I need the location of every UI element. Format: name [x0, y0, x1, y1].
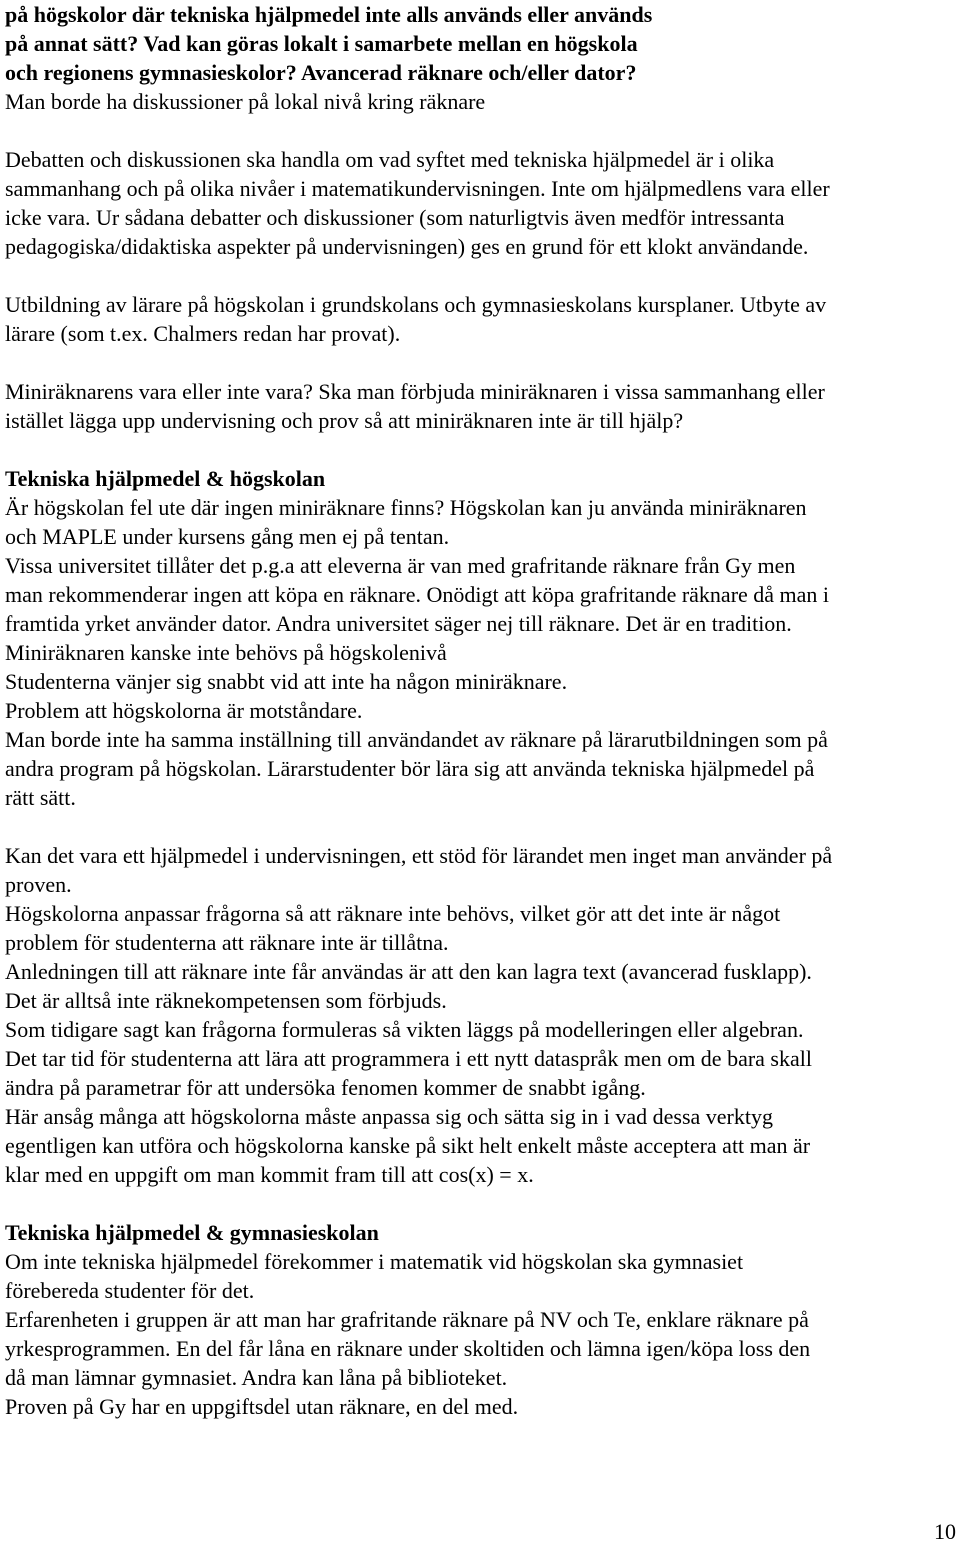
section-line: Vissa universitet tillåter det p.g.a att eleverna är van med grafritande räknare från Gy men: [5, 553, 796, 578]
paragraph-5: [5, 841, 955, 1189]
paragraph-line: Miniräknarens vara eller inte vara? Ska man förbjuda miniräknaren i vissa sammanhang eller: [5, 379, 825, 404]
section-line: Man borde inte ha samma inställning till användandet av räknare på lärarutbildningen som på: [5, 727, 828, 752]
section-line: då man lämnar gymnasiet. Andra kan låna på biblioteket.: [5, 1365, 508, 1390]
section-line: yrkesprogrammen. En del får låna en räknare under skoltiden och lämna igen/köpa loss den: [5, 1336, 811, 1361]
top-heading-line: på högskolor där tekniska hjälpmedel inte alls används eller används: [5, 2, 653, 27]
section-heading: Tekniska hjälpmedel & högskolan: [5, 466, 326, 491]
section-line: Proven på Gy har en uppgiftsdel utan räknare, en del med.: [5, 1394, 519, 1419]
paragraph-line: egentligen kan utföra och högskolorna kanske på sikt helt enkelt måste acceptera att man är: [5, 1133, 811, 1158]
section-line: Studenterna vänjer sig snabbt vid att inte ha någon miniräknare.: [5, 669, 568, 694]
top-heading-line: på annat sätt? Vad kan göras lokalt i samarbete mellan en högskola: [5, 31, 638, 56]
paragraph-line: Anledningen till att räknare inte får användas är att den kan lagra text (avancerad fusklapp).: [5, 959, 812, 984]
section-line: Om inte tekniska hjälpmedel förekommer i matematik vid högskolan ska gymnasiet: [5, 1249, 744, 1274]
paragraph-line: Kan det vara ett hjälpmedel i undervisningen, ett stöd för lärandet men inget man använder på: [5, 843, 833, 868]
paragraph-line: klar med en uppgift om man kommit fram till att cos(x) = x.: [5, 1162, 534, 1187]
paragraph-line: ändra på parametrar för att undersöka fenomen kommer de snabbt igång.: [5, 1075, 646, 1100]
paragraph-line: Man borde ha diskussioner på lokal nivå kring räknare: [5, 89, 486, 114]
paragraph-line: Som tidigare sagt kan frågorna formuleras så vikten läggs på modelleringen eller algebran.: [5, 1017, 804, 1042]
section-line: förebereda studenter för det.: [5, 1278, 255, 1303]
section-line: Är högskolan fel ute där ingen miniräknare finns? Högskolan kan ju använda miniräknaren: [5, 495, 807, 520]
paragraph-line: Det tar tid för studenterna att lära att programmera i ett nytt dataspråk men om de bara skall: [5, 1046, 812, 1071]
section-line: andra program på högskolan. Lärarstudenter bör lära sig att använda tekniska hjälpmedel på: [5, 756, 815, 781]
section-gymnasieskolan: [5, 1218, 955, 1421]
section-line: Problem att högskolorna är motståndare.: [5, 698, 363, 723]
section-line: man rekommenderar ingen att köpa en räknare. Onödigt att köpa grafritande räknare då man i: [5, 582, 830, 607]
top-heading: [5, 0, 955, 87]
paragraph-4: [5, 377, 955, 435]
paragraph-line: pedagogiska/didaktiska aspekter på undervisningen) ges en grund för ett klokt användande.: [5, 234, 809, 259]
paragraph-line: Debatten och diskussionen ska handla om vad syftet med tekniska hjälpmedel är i olika: [5, 147, 775, 172]
paragraph-line: lärare (som t.ex. Chalmers redan har provat).: [5, 321, 401, 346]
paragraph-3: [5, 290, 955, 348]
top-heading-line: och regionens gymnasieskolor? Avancerad räknare och/eller dator?: [5, 60, 637, 85]
section-line: Miniräknaren kanske inte behövs på högskolenivå: [5, 640, 447, 665]
paragraph-line: Det är alltså inte räknekompetensen som förbjuds.: [5, 988, 447, 1013]
section-line: och MAPLE under kursens gång men ej på tentan.: [5, 524, 450, 549]
document-page: [5, 0, 955, 1421]
paragraph-line: proven.: [5, 872, 72, 897]
page-number: 10: [934, 1519, 956, 1544]
paragraph-line: Här ansåg många att högskolorna måste anpassa sig och sätta sig in i vad dessa verktyg: [5, 1104, 773, 1129]
paragraph-line: sammanhang och på olika nivåer i matematikundervisningen. Inte om hjälpmedlens vara eller: [5, 176, 830, 201]
section-heading: Tekniska hjälpmedel & gymnasieskolan: [5, 1220, 379, 1245]
section-line: framtida yrket använder dator. Andra universitet säger nej till räknare. Det är en tradition.: [5, 611, 792, 636]
section-line: Erfarenheten i gruppen är att man har grafritande räknare på NV och Te, enklare räknare på: [5, 1307, 809, 1332]
paragraph-line: istället lägga upp undervisning och prov så att miniräknaren inte är till hjälp?: [5, 408, 684, 433]
paragraph-line: Utbildning av lärare på högskolan i grundskolans och gymnasieskolans kursplaner. Utbyte av: [5, 292, 827, 317]
paragraph-line: problem för studenterna att räknare inte är tillåtna.: [5, 930, 449, 955]
section-line: rätt sätt.: [5, 785, 76, 810]
section-hogskolan: [5, 464, 955, 812]
paragraph-line: icke vara. Ur sådana debatter och diskussioner (som naturligtvis även medför intressanta: [5, 205, 785, 230]
paragraph-2: [5, 145, 955, 261]
paragraph-line: Högskolorna anpassar frågorna så att räknare inte behövs, vilket gör att det inte är något: [5, 901, 781, 926]
paragraph-1: [5, 87, 955, 116]
